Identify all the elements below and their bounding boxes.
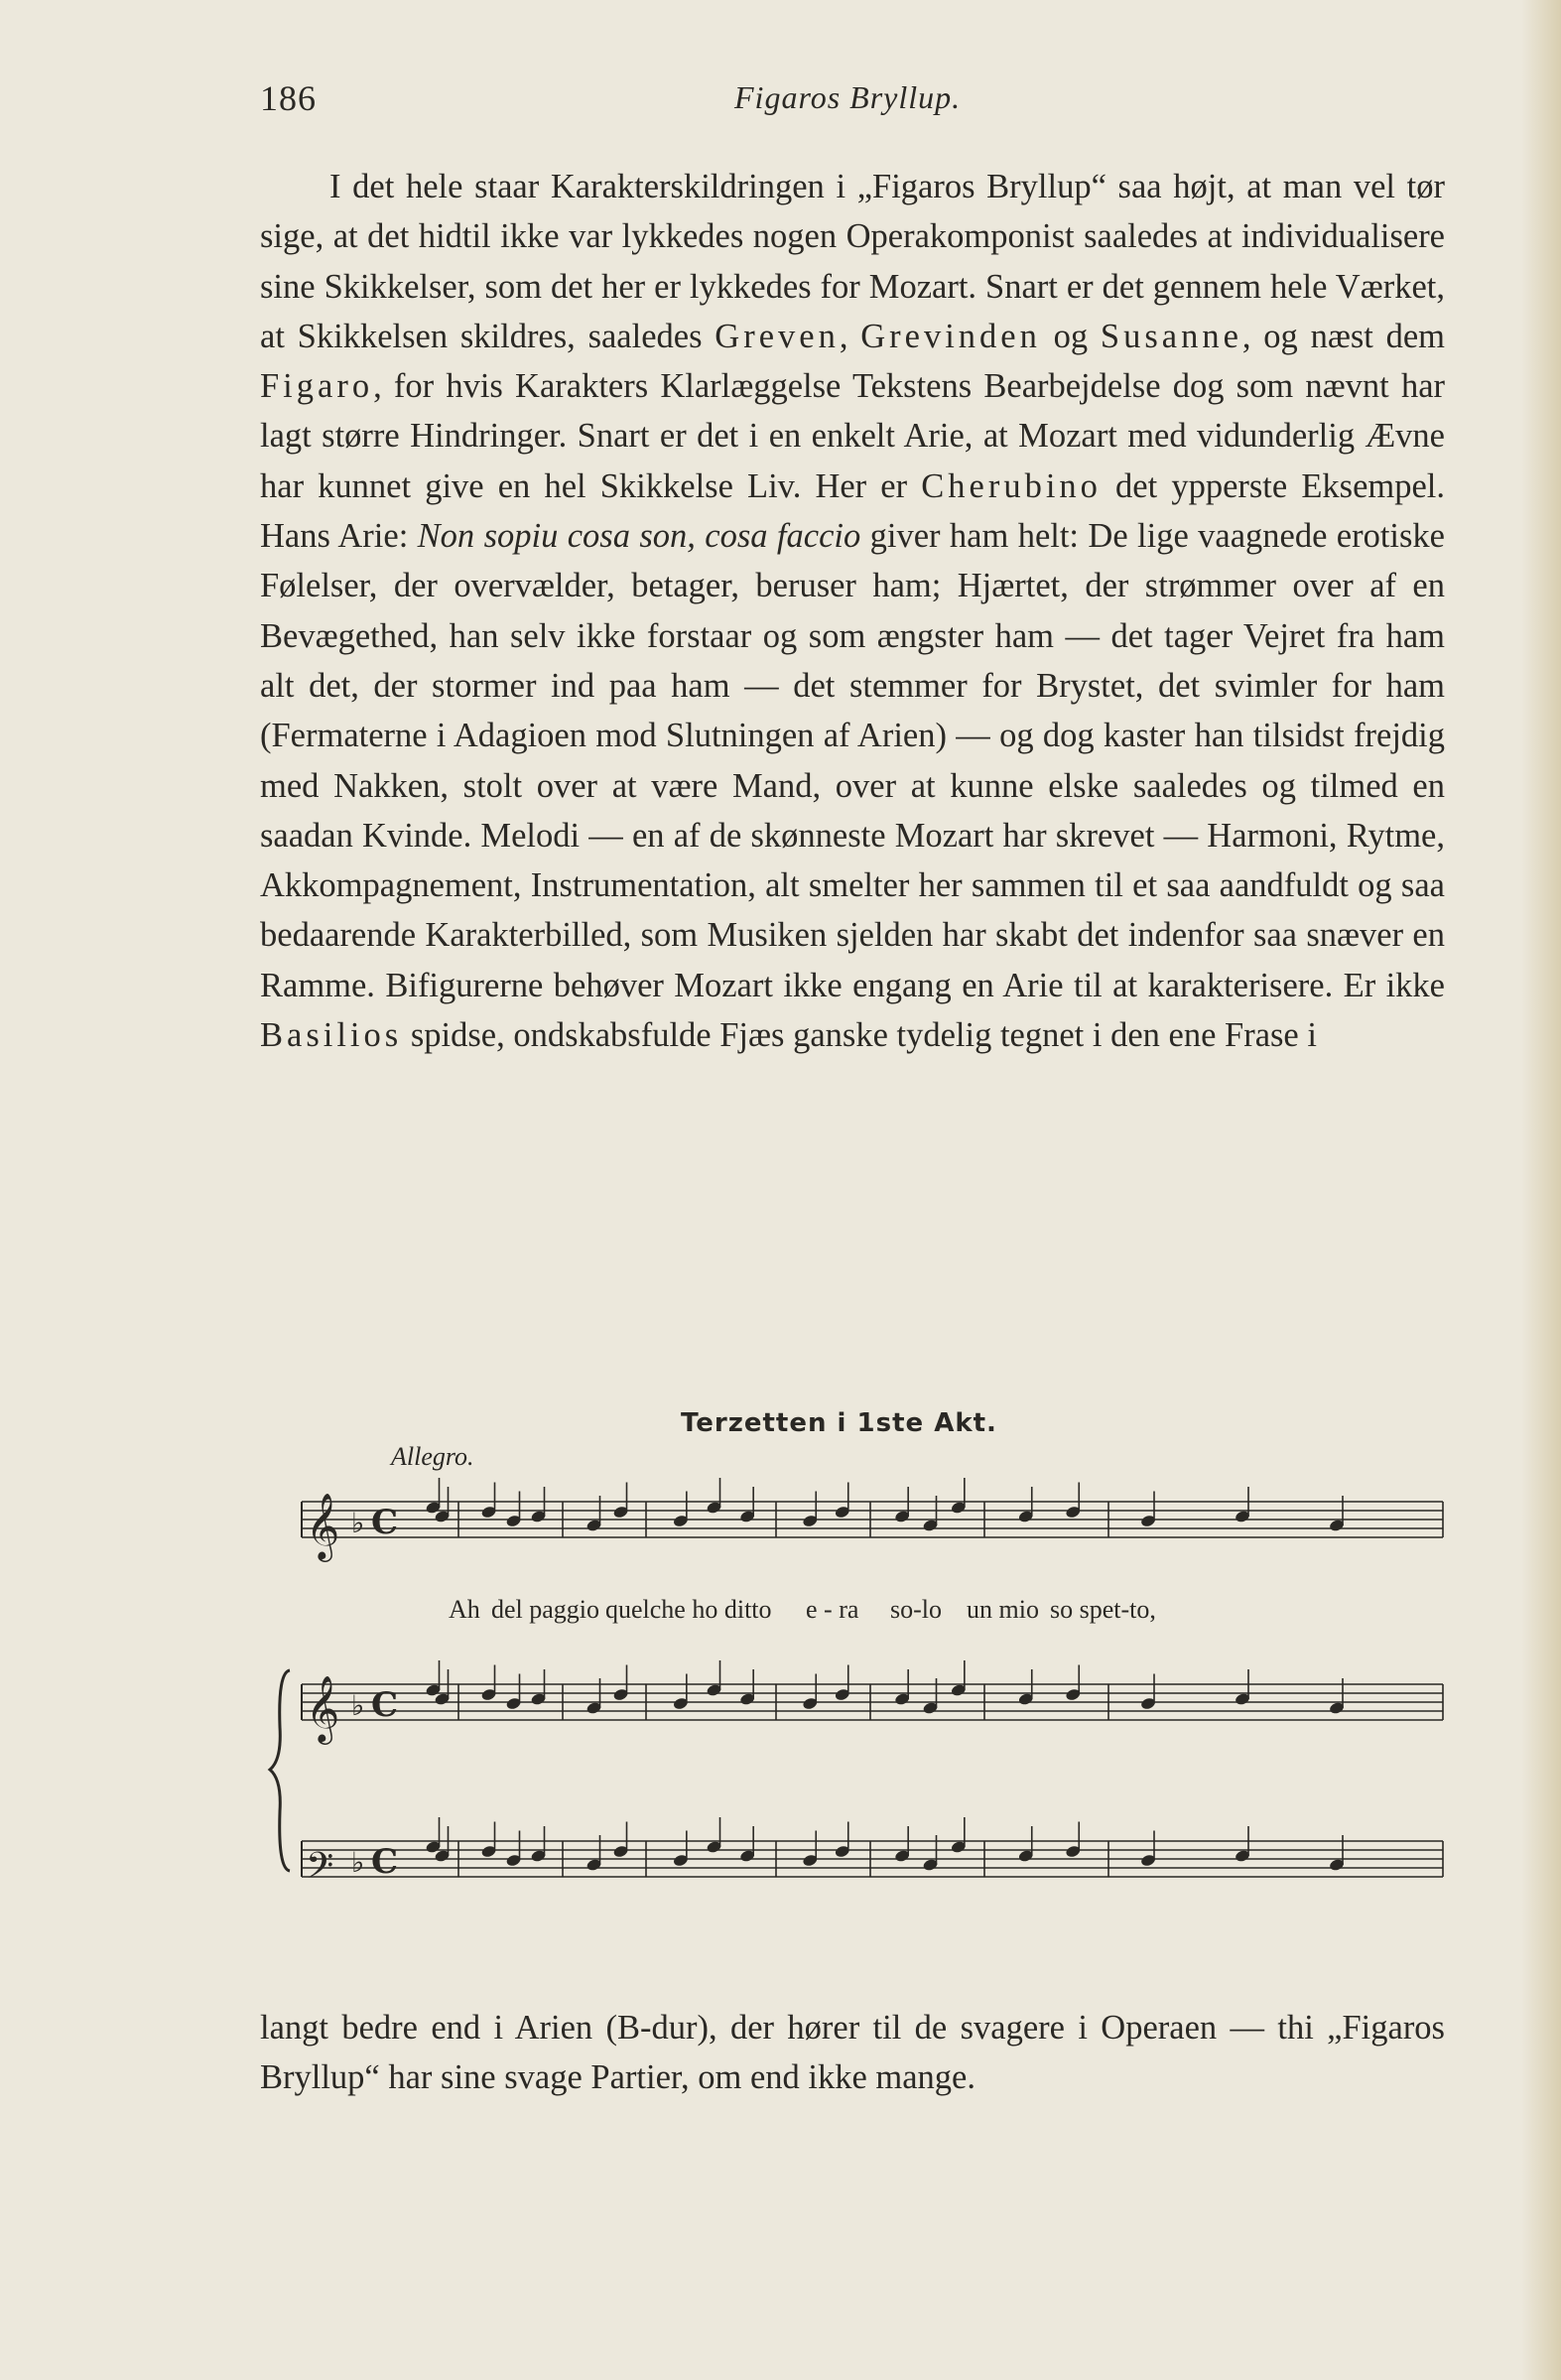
character-name-basilios: Basilios [260,1016,403,1055]
lyric-syllable: so-lo [890,1595,942,1624]
flat-icon: ♭ [351,1507,365,1539]
lyrics-line [449,1595,1441,1629]
page-number: 186 [260,78,317,118]
music-notation [260,1394,1451,1970]
text-run: , for hvis Karakters Klarlæggelse Tekstens Bearbejdelse dog som nævnt har lagt større Hindringer. Snart er det i en enkelt Arie, at Mozart med vidunderlig Ævne har kunnet give en hel Skikkelse Liv. Her er [260,367,1445,505]
common-time-icon: C [371,1503,399,1542]
lyric-syllable: un mio [967,1595,1039,1624]
common-time-icon: C [371,1842,399,1882]
character-name-susanne: Susanne [1100,317,1242,355]
text-run: giver ham helt: De lige vaagnede erotiske Følelser, der overvælder, betager, beruser ham; Hjærtet, der strømmer over af en Bevægethed, han selv ikke forstaar og som ængster ham — det tager Vejret fra ham alt det, der stormer ind paa ham — det stemmer for Brystet, det svimler for ham (Fermaterne i Adagioen mod Slutningen af Arien) — og dog kaster han tilsidst frejdig med Nakken, stolt over at være Mand, over at kunne elske saaledes og tilmed en saadan Kvinde. Melodi — en af de skønneste Mozart har skrevet — Harmoni, Rytme, Akkompagnement, Instrumentation, alt smelter her sammen til et saa aandfuldt og saa bedaarende Karakterbilled, som Musiken sjelden har skabt det indenfor saa snæver en Ramme. Bifigurerne behøver Mozart ikke engang en Arie til at karakterisere. Er ikke [260,517,1445,1004]
text-run: , og næst dem [1241,317,1446,355]
lyric-syllable: so spet-to, [1050,1595,1156,1624]
text-run: , [839,317,861,355]
text-run: I det hele staar Karakterskildringen i „Figaros Bryllup“ saa højt, at man vel tør sige, at det hidtil ikke var lykkedes nogen Operakomponist saaledes at individualisere sine Skikkelser, som det her er lykkedes for Mozart. Snart er det gennem hele Værket, at Skikkelsen skildres, saaledes [260,168,1445,355]
tempo-marking: Allegro. [391,1442,474,1471]
lyric-syllable: del paggio [491,1595,600,1624]
text-run: det ypperste Eksempel. Hans Arie: [260,466,1446,556]
running-head [260,77,1451,127]
lyric-syllable: e - ra [806,1595,859,1624]
treble-clef-icon: 𝄞 [306,1674,340,1742]
text-run: spidse, ondskabsfulde Fjæs ganske tydelig tegnet i den ene Frase i [402,1016,1317,1055]
flat-icon: ♭ [351,1689,365,1722]
paragraph-2: langt bedre end i Arien (B-dur), der hører til de svagere i Operaen — thi „Figaros Bryllup“ har sine svage Partier, om end ikke mange. [260,2009,1445,2097]
lyric-syllable: Ah [449,1595,480,1624]
system-brace [270,1670,290,1871]
music-example [260,1394,1451,1970]
text-run: og [1040,317,1101,355]
common-time-icon: C [371,1685,399,1725]
bass-clef-icon: 𝄢 [306,1845,334,1896]
score-title: Terzetten i 1ste Akt. [681,1408,997,1438]
aria-title: Non sopiu cosa son, cosa faccio [417,517,861,556]
paragraph-1 [260,162,1445,1060]
character-name-grevinden: Grevinden [860,317,1041,355]
running-title: Figaros Bryllup. [734,79,962,115]
treble-clef-icon: 𝄞 [306,1492,340,1559]
character-name-figaro: Figaro [260,367,374,406]
flat-icon: ♭ [351,1846,365,1879]
character-name-greven: Greven [715,317,840,355]
page-edge-shadow [1521,0,1561,2380]
lyric-syllable: quelche ho ditto [605,1595,772,1624]
character-name-cherubino: Cherubino [921,466,1102,505]
